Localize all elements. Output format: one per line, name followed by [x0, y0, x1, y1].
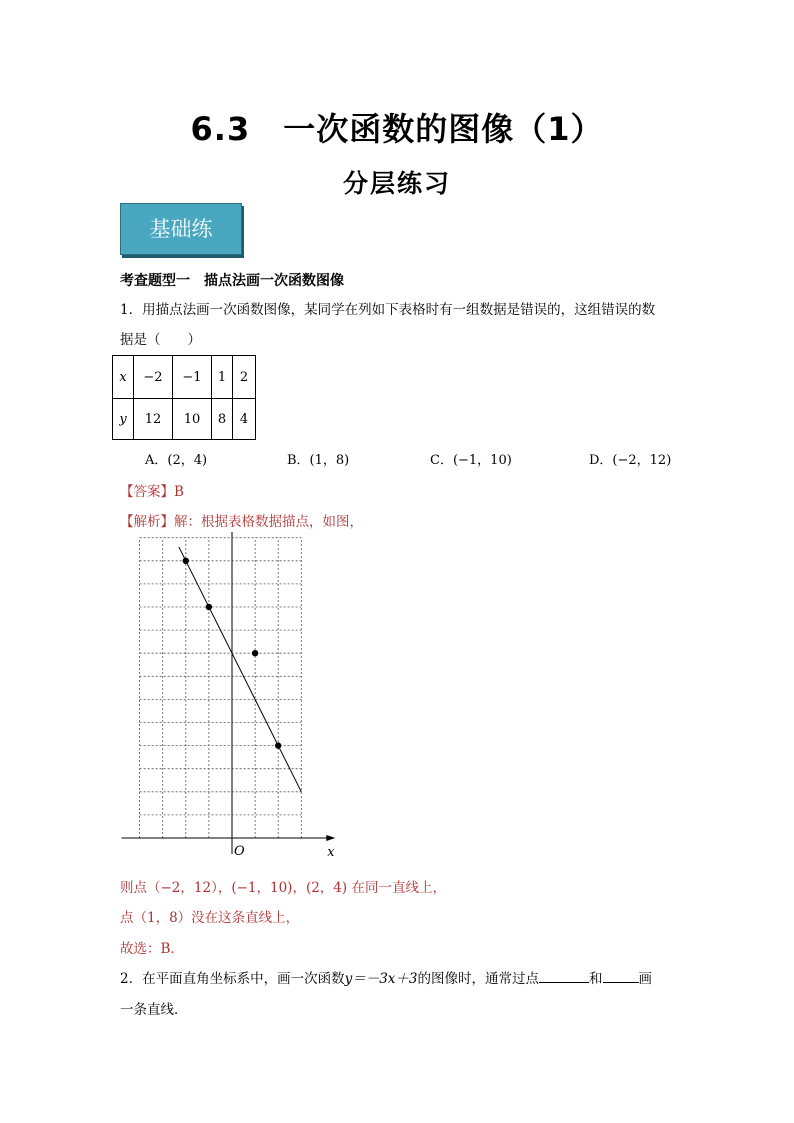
level-badge: 基础练 — [120, 203, 242, 255]
data-table — [112, 355, 256, 440]
data-point — [252, 650, 258, 656]
table-row-y — [113, 399, 256, 440]
answer-blank-2[interactable] — [603, 968, 639, 983]
table-cell: 1 — [212, 356, 233, 399]
option-d: D．(−2，12) — [589, 453, 672, 468]
page-title: 6.3 一次函数的图像（1） — [190, 110, 604, 148]
question2-text-c: 和 — [589, 971, 603, 987]
scatter-chart — [108, 532, 378, 862]
option-b: B．(1，8) — [287, 453, 350, 468]
question2-formula: y＝－3x＋3 — [344, 971, 418, 987]
data-point — [275, 742, 281, 748]
analysis-line — [120, 510, 363, 530]
data-point — [183, 558, 189, 564]
table-cell: 12 — [134, 399, 173, 440]
question1-line1: 1．用描点法画一次函数图像，某同学在列如下表格时有一组数据是错误的，这组错误的数 — [120, 302, 656, 318]
answer-blank-1[interactable] — [539, 968, 589, 983]
table-cell: −2 — [134, 356, 173, 399]
table-cell: x — [113, 356, 134, 399]
question2-text-b: 的图像时，通常过点 — [417, 971, 540, 987]
answer-value: B — [174, 484, 184, 500]
section-heading: 考查题型一 描点法画一次函数图像 — [120, 273, 344, 289]
origin-label: O — [234, 844, 245, 859]
x-axis-arrow — [326, 835, 335, 841]
question2-line2: 一条直线． — [120, 1002, 188, 1018]
table-cell: −1 — [173, 356, 212, 399]
table-cell: y — [113, 399, 134, 440]
table-cell: 2 — [233, 356, 256, 399]
table-row-x — [113, 356, 256, 399]
page-subtitle: 分层练习 — [342, 169, 451, 198]
table-cell: 8 — [212, 399, 233, 440]
analysis-text: 解：根据表格数据描点，如图， — [174, 514, 363, 530]
conclusion-3: 故选：B． — [120, 941, 184, 957]
option-a: A．(2，4) — [145, 453, 208, 468]
data-point — [206, 604, 212, 610]
analysis-label: 【解析】 — [120, 514, 174, 530]
option-c: C．(−1，10) — [430, 453, 512, 468]
table-cell: 4 — [233, 399, 256, 440]
answer-line — [120, 480, 184, 500]
question2-text-a: 2．在平面直角坐标系中，画一次函数 — [120, 971, 345, 987]
answer-label: 【答案】 — [120, 484, 174, 500]
question1-line2: 据是（ ） — [120, 332, 201, 348]
question2-text-d: 画 — [638, 971, 653, 987]
grid — [140, 538, 302, 838]
question2-line1 — [120, 968, 652, 989]
conclusion-1: 则点（−2，12），(−1，10)，(2，4) 在同一直线上， — [120, 880, 446, 896]
x-axis-label: x — [327, 845, 335, 860]
table-cell: 10 — [173, 399, 212, 440]
conclusion-2: 点（1，8）没在这条直线上， — [120, 910, 300, 926]
